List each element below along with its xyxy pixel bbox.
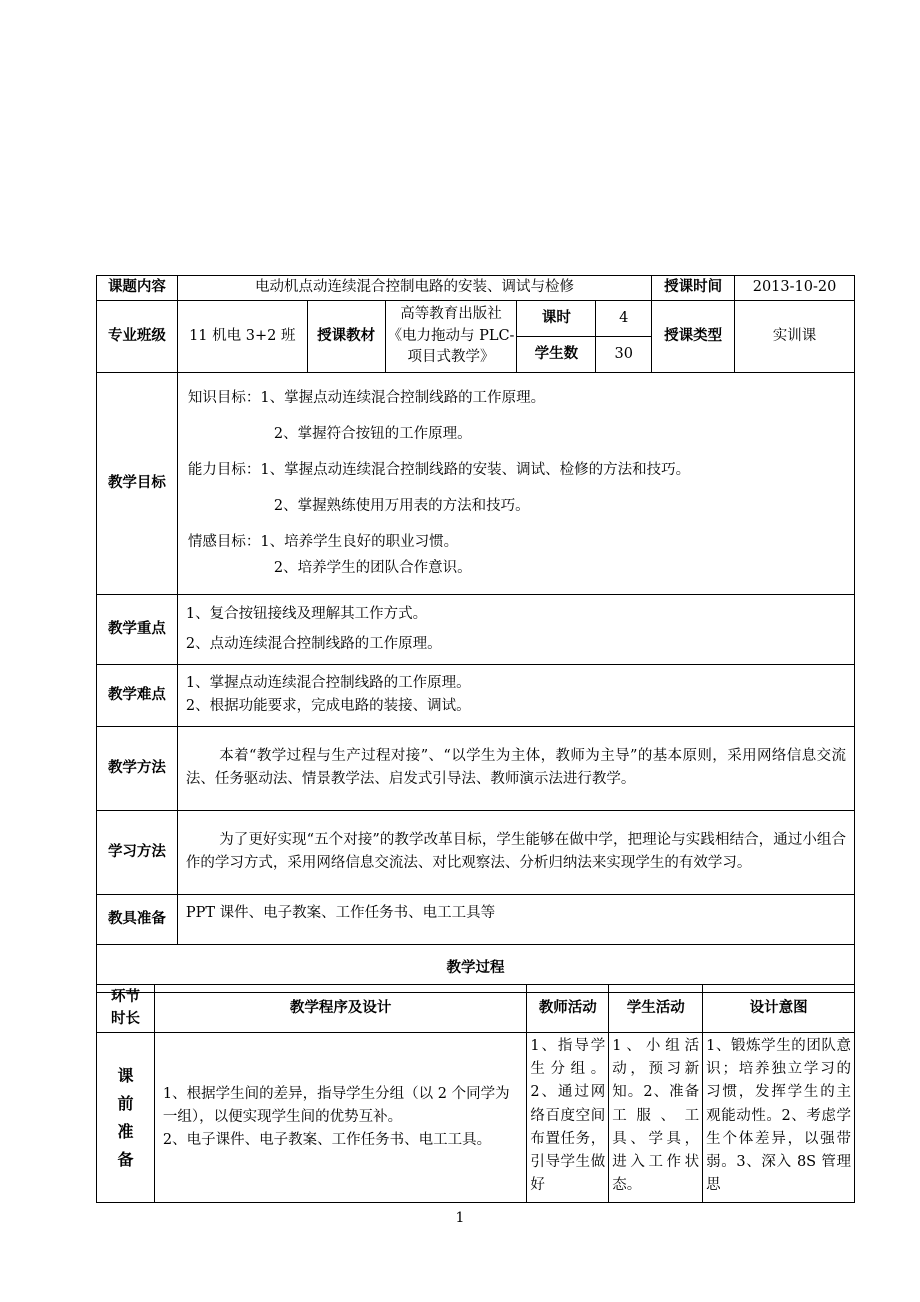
stage-char: 前 xyxy=(117,1093,134,1113)
tools-label: 教具准备 xyxy=(97,894,178,944)
stage-char: 备 xyxy=(117,1149,134,1169)
difficulties-content xyxy=(177,664,854,726)
objectives-label: 教学目标 xyxy=(97,373,178,595)
hours-label: 课时 xyxy=(517,301,596,337)
class-value: 11 机电 3+2 班 xyxy=(177,301,307,373)
objective-line: 能力目标：1、掌握点动连续混合控制线路的安装、调试、检修的方法和技巧。 xyxy=(187,461,691,478)
tools-text: PPT 课件、电子教案、工作任务书、电工工具等 xyxy=(177,894,854,944)
objective-line: 2、掌握熟练使用万用表的方法和技巧。 xyxy=(273,497,530,514)
textbook-value xyxy=(385,301,517,373)
stage-char: 准 xyxy=(117,1121,134,1141)
textbook-line: 高等教育出版社 xyxy=(400,305,502,322)
stage-header xyxy=(97,985,155,1033)
difficulty-line: 2、根据功能要求，完成电路的装接、调试。 xyxy=(185,698,471,715)
intent-cell: 1、锻炼学生的团队意识；培养独立学习的习惯，发挥学生的主观能动性。2、考虑学生个体差异，以强带弱。3、深入 8S 管理思 xyxy=(703,1033,855,1203)
key-point-line: 2、点动连续混合控制线路的工作原理。 xyxy=(185,636,442,653)
course-topic: 电动机点动连续混合控制电路的安装、调试与检修 xyxy=(177,276,651,301)
textbook-line: 《电力拖动与 PLC- xyxy=(387,327,515,344)
students-value: 30 xyxy=(596,337,652,373)
hours-value: 4 xyxy=(596,301,652,337)
lesson-plan-table xyxy=(96,275,855,993)
design-cell xyxy=(154,1033,526,1203)
teach-method-text: 本着“教学过程与生产过程对接”、“以学生为主体，教师为主导”的基本原则，采用网络信息交流法、任务驱动法、情景教学法、启发式引导法、教师演示法进行教学。 xyxy=(177,726,854,810)
design-line: 1、根据学生间的差异，指导学生分组（以 2 个同学为一组），以便实现学生间的优势互补。 xyxy=(162,1085,510,1125)
difficulties-label: 教学难点 xyxy=(97,664,178,726)
teach-time-label: 授课时间 xyxy=(652,276,735,301)
class-label: 专业班级 xyxy=(97,301,178,373)
design-line: 2、电子课件、电子教案、工作任务书、电工工具。 xyxy=(162,1132,492,1149)
teach-method-label: 教学方法 xyxy=(97,726,178,810)
student-cell: 1、小组活动，预习新知。2、准备工服、工具、学具，进入工作状态。 xyxy=(609,1033,703,1203)
design-header: 教学程序及设计 xyxy=(154,985,526,1033)
objective-line: 2、培养学生的团队合作意识。 xyxy=(273,559,472,576)
key-points-content xyxy=(177,595,854,665)
stage-header-line: 环节 xyxy=(110,989,140,1006)
course-topic-label: 课题内容 xyxy=(97,276,178,301)
objective-line: 知识目标：1、掌握点动连续混合控制线路的工作原理。 xyxy=(187,389,546,406)
textbook-line: 项目式教学》 xyxy=(407,349,495,366)
difficulty-line: 1、掌握点动连续混合控制线路的工作原理。 xyxy=(185,675,471,692)
type-label: 授课类型 xyxy=(652,301,735,373)
key-point-line: 1、复合按钮接线及理解其工作方式。 xyxy=(185,606,428,622)
learn-method-label: 学习方法 xyxy=(97,810,178,894)
teach-time: 2013-10-20 xyxy=(735,276,855,301)
process-title: 教学过程 xyxy=(97,944,855,992)
page-number: 1 xyxy=(455,1210,465,1226)
stage-char: 课 xyxy=(117,1065,134,1085)
textbook-label: 授课教材 xyxy=(307,301,385,373)
teacher-header: 教师活动 xyxy=(527,985,609,1033)
students-label: 学生数 xyxy=(517,337,596,373)
objectives-content xyxy=(177,373,854,595)
process-table xyxy=(96,984,855,1203)
objective-line: 情感目标：1、培养学生良好的职业习惯。 xyxy=(187,533,459,550)
key-points-label: 教学重点 xyxy=(97,595,178,665)
teacher-cell: 1、指导学生分组。2、通过网络百度空间布置任务，引导学生做好 xyxy=(527,1033,609,1203)
intent-header: 设计意图 xyxy=(703,985,855,1033)
student-header: 学生活动 xyxy=(609,985,703,1033)
type-value: 实训课 xyxy=(735,301,855,373)
stage-cell xyxy=(97,1033,155,1203)
stage-header-line: 时长 xyxy=(110,1010,140,1027)
learn-method-text: 为了更好实现“五个对接”的教学改革目标，学生能够在做中学，把理论与实践相结合，通过小组合作的学习方式，采用网络信息交流法、对比观察法、分析归纳法来实现学生的有效学习。 xyxy=(177,810,854,894)
objective-line: 2、掌握符合按钮的工作原理。 xyxy=(273,425,472,442)
